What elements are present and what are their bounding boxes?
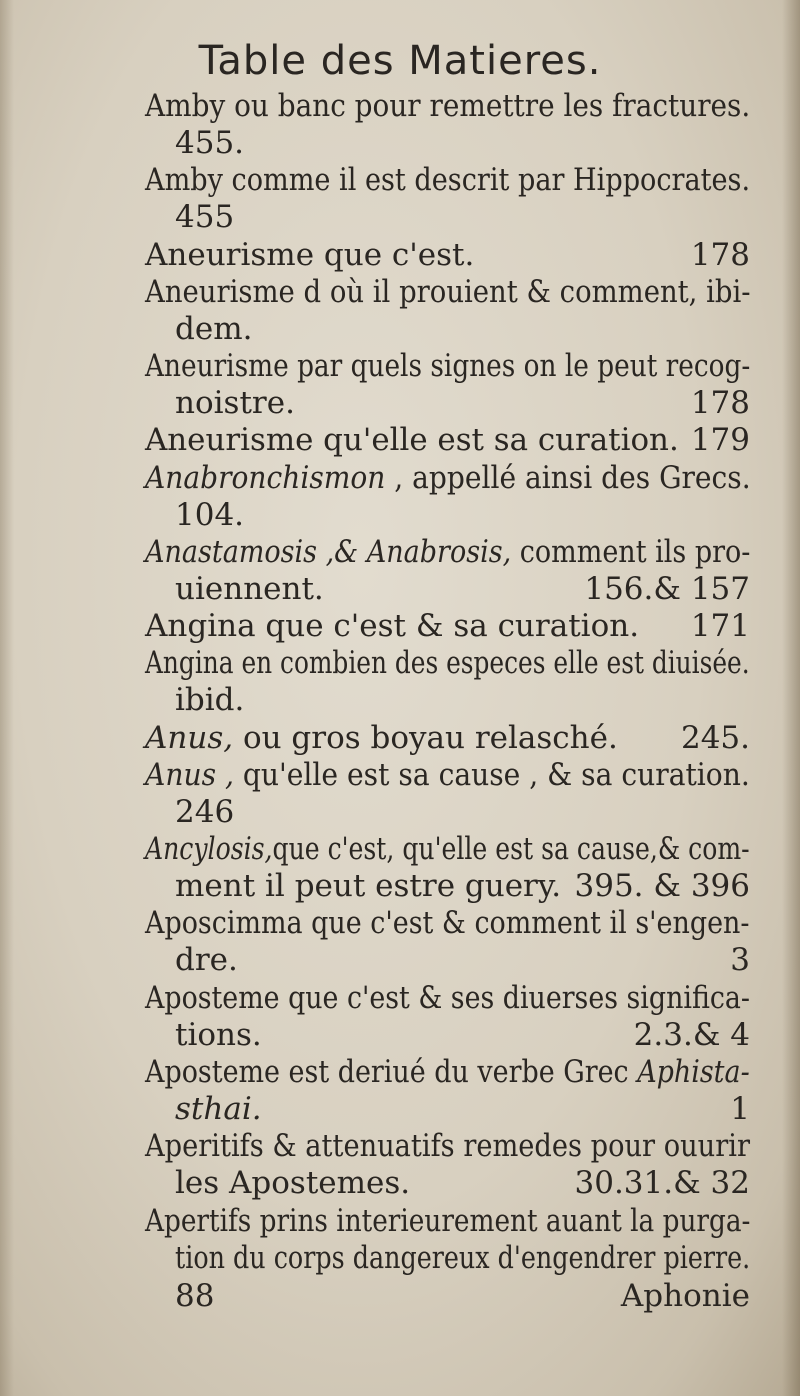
index-line [145,608,750,644]
index-entry-text [175,199,234,235]
index-line [175,682,750,718]
index-line [175,311,750,347]
index-line [175,868,750,904]
index-entry-text [145,422,679,458]
entry-words: 104. [175,496,245,533]
entry-words: , appellé ainsi des Grecs. [385,459,751,496]
entry-words: les Apostemes. [175,1165,411,1202]
index-entry-text [145,1128,750,1164]
index-entry-text [175,311,252,347]
running-head: Table des Matieres. [198,38,602,84]
index-entry-text [175,1165,410,1201]
index-line [175,385,750,421]
index-entry-text [145,757,750,793]
entry-words: Aposcimma que c'est & comment il s'engen- [145,905,750,942]
index-entry-text [175,942,238,978]
index-line [145,645,750,681]
page-reference: 1 [730,1091,750,1128]
index-entry-text [145,1203,750,1239]
entry-words: 246 [175,793,235,830]
index-line [145,274,750,310]
index-line [145,1203,750,1239]
index-entry-text [145,460,751,496]
index-entry-text [175,1240,750,1276]
page-reference: 395. & 396 [574,868,750,905]
index-entry-text [175,868,561,904]
entry-words: Angina que c'est & sa curation. [145,608,640,645]
index-line [175,497,750,533]
entry-words: que c'est, qu'elle est sa cause,& com- [272,831,750,867]
entry-words: qu'elle est sa cause , & sa curation. [233,756,750,793]
index-line [145,460,750,496]
latin-term: Aphista- [637,1053,750,1090]
index-entry-text [145,88,750,124]
entry-words: Aneurisme qu'elle est sa curation. [145,422,679,459]
latin-term: sthai. [175,1091,262,1128]
index-entry-text [175,1091,262,1127]
signature-mark: 88 [175,1278,215,1314]
entry-words: dem. [175,310,253,347]
index-line [145,720,750,756]
entry-words: Aneurisme par quels signes on le peut recog- [145,348,751,385]
page-reference: 178 [690,385,750,422]
index-entry-text [145,831,750,867]
entry-words: Aperitifs & attenuatifs remedes pour ouurir [145,1128,751,1165]
index-entry-text [145,905,749,941]
entry-words: Aposteme que c'est & ses diuerses significa- [145,979,750,1016]
entry-words: Amby ou banc pour remettre les fractures. [145,88,751,124]
index-entry-text [175,682,244,718]
index-entry-text [175,1017,262,1053]
index-line [175,1017,750,1053]
index-entry-text [175,385,295,421]
index-entry-text [175,571,324,607]
index-line [175,942,750,978]
index-entry-text [145,348,750,384]
entry-words: 455 [175,199,235,236]
page-reference: 245. [680,719,750,756]
index-line [145,237,750,273]
latin-term: Anabronchismon [145,459,386,496]
page-reference: 30.31.& 32 [574,1165,750,1202]
index-line [145,980,750,1016]
index-entry-text [175,794,234,830]
page-reference: 171 [690,608,750,645]
catchword: Aphonie [620,1278,750,1314]
page-reference: 156.& 157 [584,570,750,607]
page-reference: 3 [730,942,750,979]
entry-words: Angina en combien des especes elle est diuisée. [145,645,750,682]
index-entry-text [175,497,244,533]
index-line [145,1128,750,1164]
entry-words: Amby comme il est descrit par Hippocrates. [145,162,751,199]
index-entry-text [145,1054,750,1090]
index-line [145,534,750,570]
index-entry-text [145,534,750,570]
entry-words: comment ils pro- [511,533,751,570]
index-line [145,348,750,384]
index-line [145,905,750,941]
index-entry-text [145,162,750,198]
entry-words: uiennent. [175,570,324,607]
index-entry-text [145,608,639,644]
index-line [175,571,750,607]
index-line [175,1240,750,1276]
index-line [145,422,750,458]
page-reference: 2.3.& 4 [633,1016,750,1053]
index-entry-text [175,125,244,161]
index-line [175,1165,750,1201]
entry-words: 455. [175,125,245,162]
entry-words: ment il peut estre guery. [175,868,562,905]
entry-words: Apertifs prins interieurement auant la purga- [145,1202,751,1239]
latin-term: Ancylosis, [145,831,273,867]
entry-words: ou gros boyau relasché. [233,719,618,756]
entry-words: tion du corps dangereux d'engendrer pierre. [175,1239,751,1276]
index-entry-text [145,274,751,310]
index-line [175,199,750,235]
entry-words: noistre. [175,385,295,422]
latin-term: Anus, [145,719,234,756]
entry-words: Aneurisme que c'est. [145,236,475,273]
index-line [145,162,750,198]
entry-words: tions. [175,1016,262,1053]
page-reference: 179 [690,422,750,459]
index-entry-text [145,645,750,681]
index-entry-text [145,720,618,756]
index-line [175,125,750,161]
index-line [145,757,750,793]
latin-term: Anus , [145,756,234,793]
index-line [175,1091,750,1127]
entry-words: ibid. [175,682,245,719]
index-line [175,794,750,830]
page-reference: 178 [690,236,750,273]
index-line [145,88,750,124]
page-footer [175,1278,750,1314]
index-line [145,1054,750,1090]
latin-term: Anastamosis ,& Anabrosis, [145,533,512,570]
index-entry-text [145,980,750,1016]
index-line [145,831,750,867]
entry-words: dre. [175,942,238,979]
entry-words: Aposteme est deriué du verbe Grec [145,1053,638,1090]
entry-words: Aneurisme d où il prouient & comment, ibi- [145,273,751,310]
index-entry-text [145,237,474,273]
